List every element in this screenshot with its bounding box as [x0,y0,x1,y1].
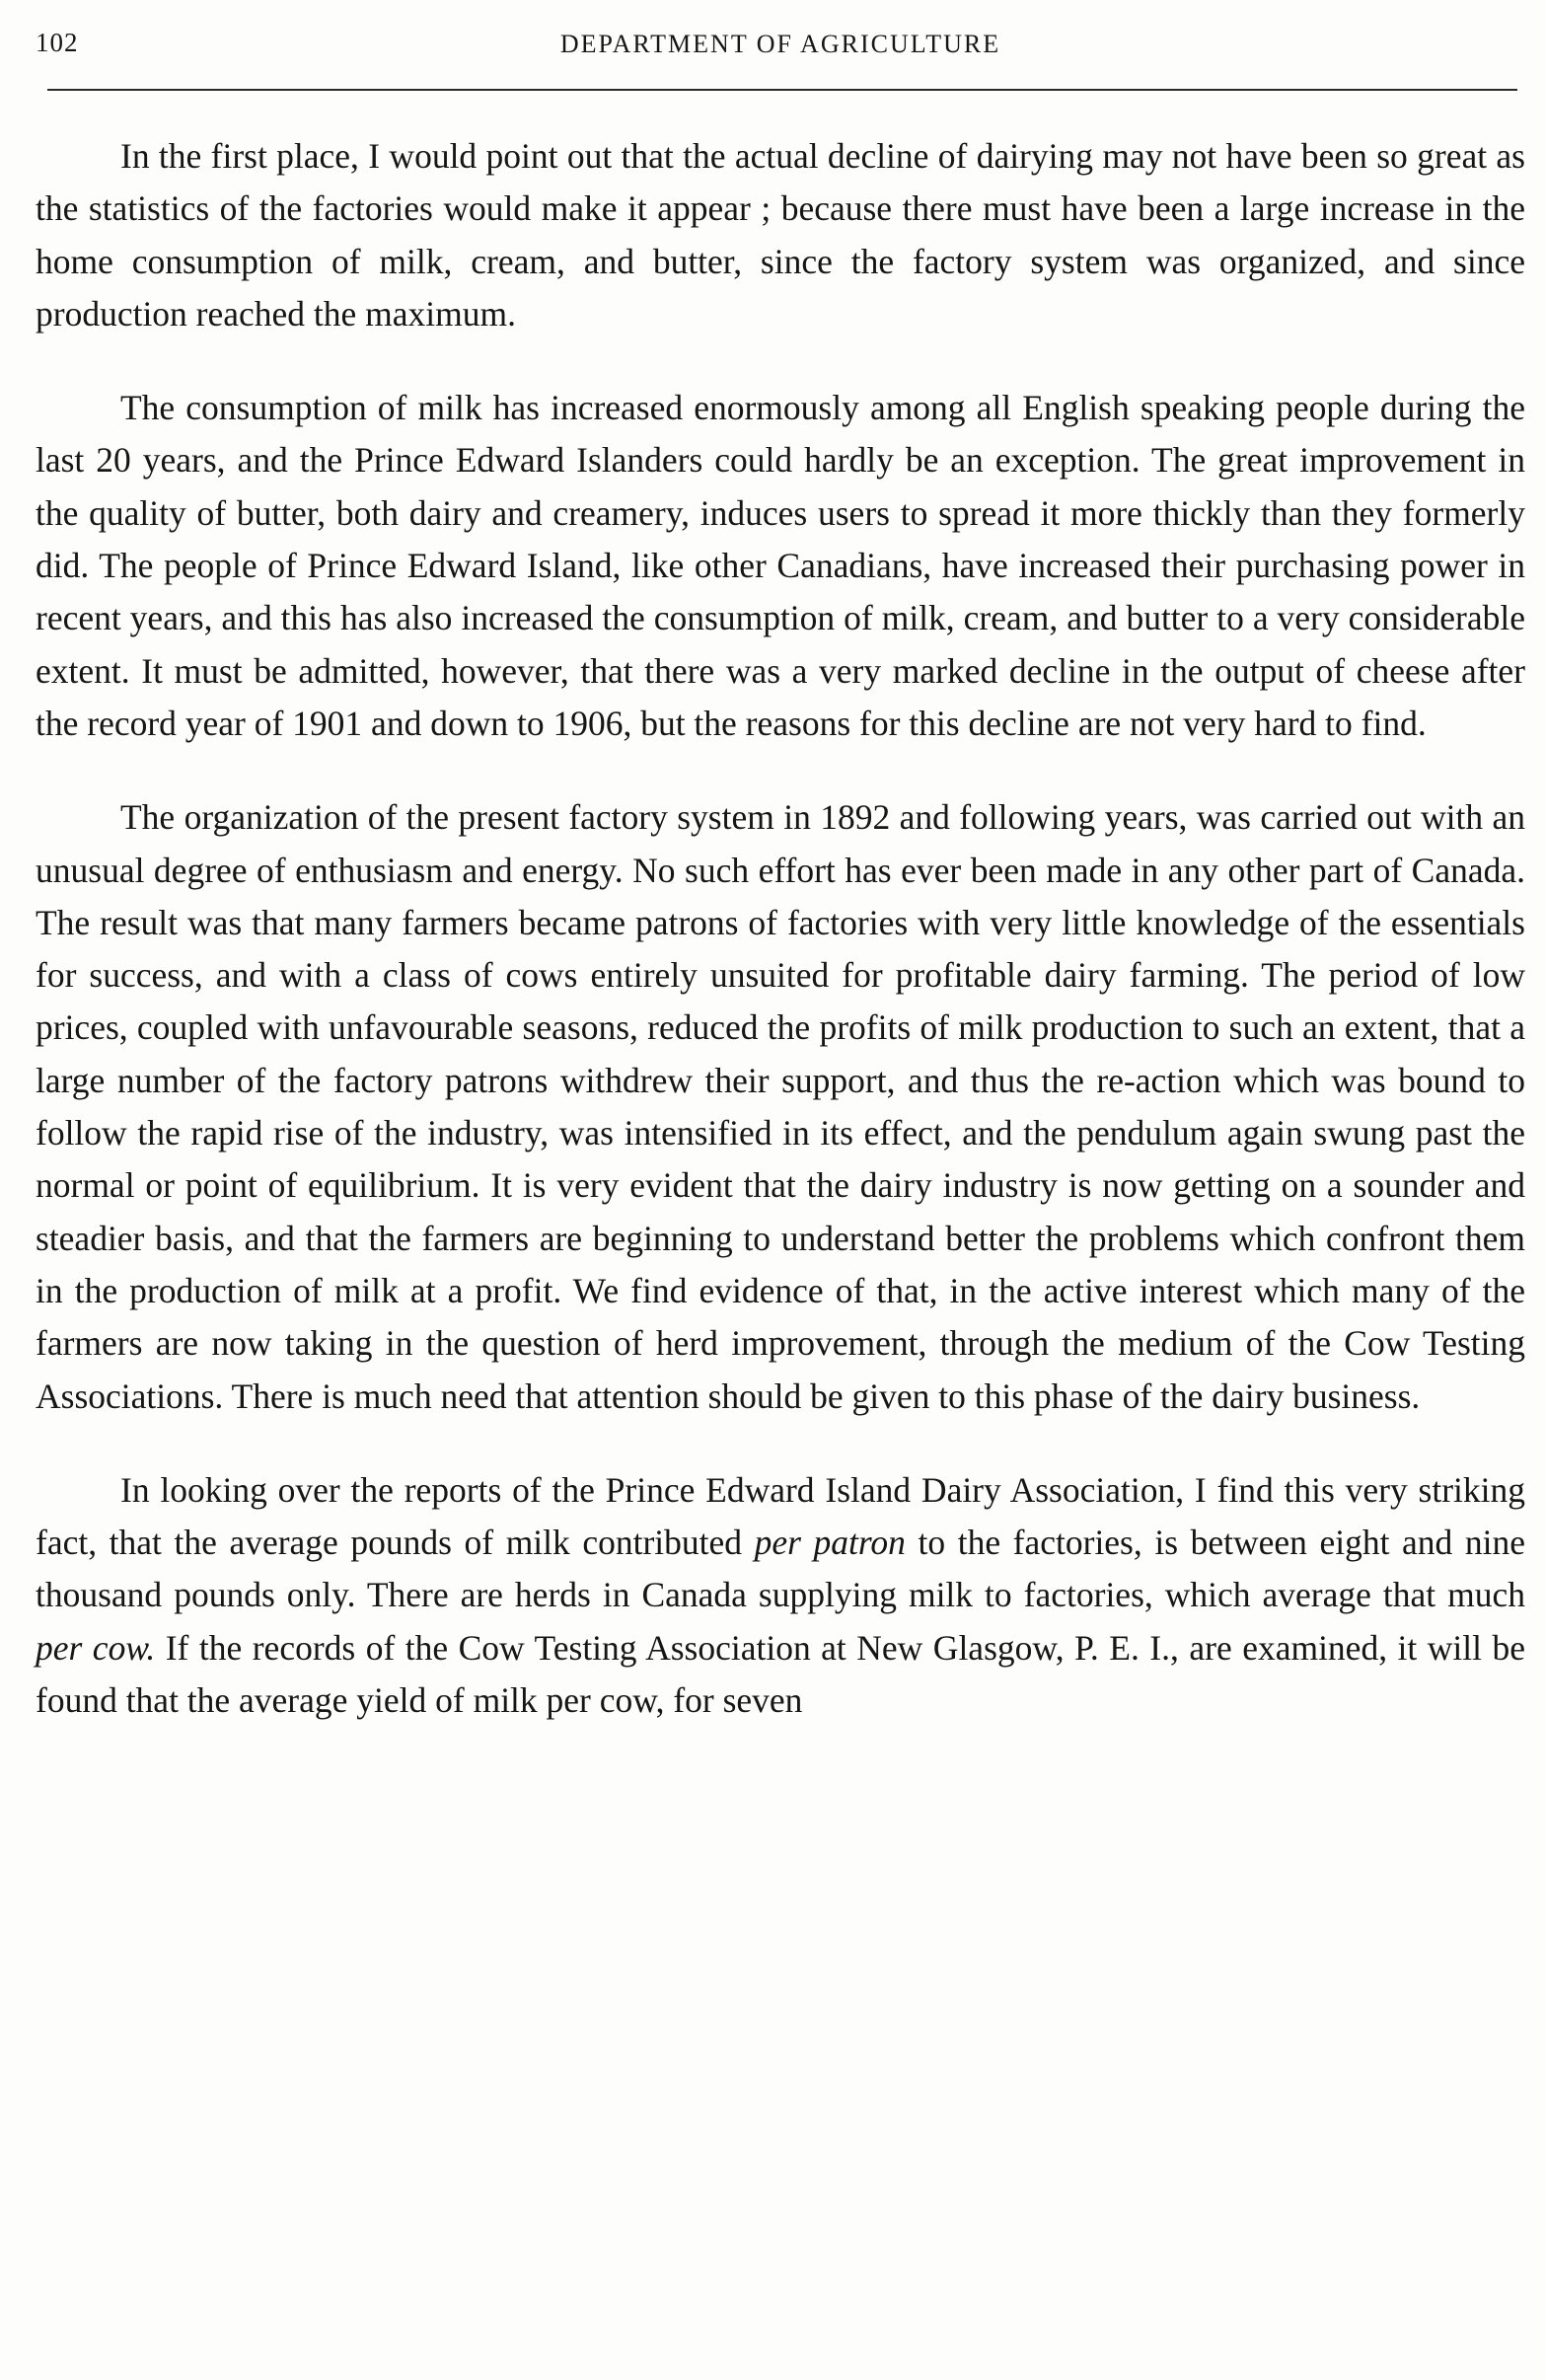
paragraph-4-text-1: In looking over the reports of the Prince Edward Island Dairy Association, I find this very striking fact, that the average pounds of milk contributed [36,1469,1525,1563]
paragraph-4-text-2: to the factories, is between eight and nine thousand pounds only. There are herds in Canada supplying milk to factories, which average that much [36,1523,1525,1615]
page-header [36,28,1525,67]
paragraph-4-italic-per-cow: per cow. [36,1627,156,1668]
paragraph-1: In the first place, I would point out that the actual decline of dairying may not have been so great as the statistics of the factories would make it appear ; because there must have been a large increase in the home consumption of milk, cream, and butter, since the factory system was organized, and since production reached the maximum. [36,136,1525,334]
page-number: 102 [36,28,79,57]
body-text [36,130,1525,1768]
paragraph-4 [36,1464,1525,1727]
running-head: DEPARTMENT OF AGRICULTURE [559,30,1001,58]
paragraph-4-text-3: If the records of the Cow Testing Association at New Glasgow, P. E. I., are examined, it will be found that the average yield of milk per cow, for seven [36,1627,1525,1721]
paragraph-2: The consumption of milk has increased enormously among all English speaking people during the last 20 years, and the Prince Edward Islanders could hardly be an exception. The great improvement in the quality of butter, both dairy and creamery, induces users to spread it more thickly than they formerly did. The people of Prince Edward Island, like other Canadians, have increased their purchasing power in recent years, and this has also increased the consumption of milk, cream, and butter to a very considerable extent. It must be admitted, however, that there was a very marked decline in the output of cheese after the record year of 1901 and down to 1906, but the reasons for this decline are not very hard to find. [36,388,1525,743]
paragraph-3: The organization of the present factory system in 1892 and following years, was carried out with an unusual degree of enthusiasm and energy. No such effort has ever been made in any other part of Canada. The result was that many farmers became patrons of factories with very little knowledge of the essentials for success, and with a class of cows entirely unsuited for profitable dairy farming. The period of low prices, coupled with unfavourable seasons, reduced the profits of milk production to such an extent, that a large number of the factory patrons withdrew their support, and thus the re-action which was bound to follow the rapid rise of the industry, was intensified in its effect, and the pendulum again swung past the normal or point of equilibrium. It is very evident that the dairy industry is now getting on a sounder and steadier basis, and that the farmers are beginning to understand better the problems which confront them in the production of milk at a profit. We find evidence of that, in the active interest which many of the farmers are now taking in the question of herd improvement, through the medium of the Cow Testing Associations. There is much need that attention should be given to this phase of the dairy business. [36,797,1525,1416]
header-rule [47,89,1517,91]
paragraph-4-italic-per-patron: per patron [754,1523,906,1563]
